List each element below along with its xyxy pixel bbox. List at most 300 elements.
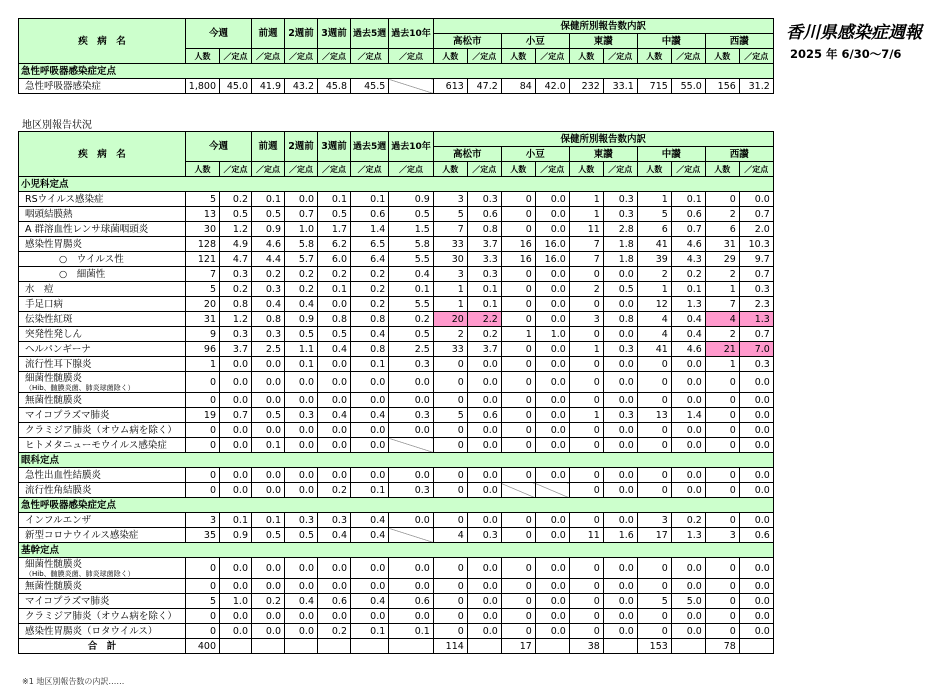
value-cell: 0.3 [389, 408, 434, 423]
value-cell: 0.8 [220, 297, 252, 312]
value-cell: 0.7 [739, 207, 773, 222]
table-row [19, 594, 774, 609]
value-cell: 5.8 [389, 237, 434, 252]
value-cell: 0.6 [671, 207, 705, 222]
total-cell: 153 [637, 639, 671, 654]
area-report-label: 地区別報告状況 [22, 120, 92, 131]
value-cell: 0.0 [671, 468, 705, 483]
value-cell: 0.1 [220, 513, 252, 528]
value-cell: 0.0 [285, 192, 318, 207]
value-cell: 0 [705, 408, 739, 423]
value-cell: 0 [501, 423, 535, 438]
value-cell: 33 [433, 237, 467, 252]
value-cell: 0 [501, 282, 535, 297]
value-cell: 0 [186, 579, 220, 594]
value-cell: 1.3 [671, 297, 705, 312]
value-cell: 7 [569, 237, 603, 252]
value-cell: 0 [569, 558, 603, 579]
disease-name-text: 伝染性紅斑 [25, 313, 73, 325]
disease-name-text: 突発性発しん [25, 328, 83, 340]
value-cell: 0.2 [467, 327, 501, 342]
col-past5: 過去5週 [351, 132, 389, 162]
unit-count: 人数 [501, 49, 535, 64]
value-cell: 0.0 [535, 192, 569, 207]
value-cell: 29 [705, 252, 739, 267]
value-cell: 1 [569, 207, 603, 222]
value-cell: 1.3 [671, 528, 705, 543]
value-cell: 0.4 [285, 297, 318, 312]
value-cell: 0.0 [252, 357, 285, 372]
value-cell: 1.5 [389, 222, 434, 237]
value-cell: 0 [637, 438, 671, 453]
value-cell: 0.0 [467, 357, 501, 372]
value-cell: 0.1 [671, 192, 705, 207]
value-cell: 0 [637, 423, 671, 438]
value-cell: 1 [501, 327, 535, 342]
value-cell: 0 [186, 468, 220, 483]
value-cell: 19 [186, 408, 220, 423]
value-cell: 4.3 [671, 252, 705, 267]
value-cell: 0 [637, 357, 671, 372]
value-cell: 16.0 [535, 237, 569, 252]
value-cell: 41.9 [252, 79, 285, 94]
disease-name [19, 79, 186, 94]
value-cell: 0.0 [285, 393, 318, 408]
value-cell: 0 [433, 357, 467, 372]
disease-name-text: クラミジア肺炎（オウム病を除く） [25, 610, 177, 622]
unit-per: ／定点 [603, 49, 637, 64]
value-cell: 0 [433, 513, 467, 528]
value-cell: 1 [569, 408, 603, 423]
value-cell: 0.5 [603, 282, 637, 297]
value-cell: 0.0 [252, 393, 285, 408]
value-cell: 0.0 [603, 327, 637, 342]
value-cell: 0.0 [739, 393, 773, 408]
unit-count: 人数 [569, 162, 603, 177]
value-cell: 0.0 [535, 282, 569, 297]
value-cell: 0.1 [389, 624, 434, 639]
value-cell: 0.2 [351, 282, 389, 297]
value-cell: 0 [501, 222, 535, 237]
value-cell: 0.3 [389, 357, 434, 372]
total-cell [603, 639, 637, 654]
table-row [19, 372, 774, 393]
value-cell: 0.0 [603, 393, 637, 408]
value-cell: 0 [186, 558, 220, 579]
value-cell: 1.2 [220, 312, 252, 327]
unit-count: 人数 [637, 162, 671, 177]
unit-count: 人数 [637, 49, 671, 64]
value-cell: 6 [705, 222, 739, 237]
value-cell: 0.0 [389, 513, 434, 528]
value-cell: 0 [501, 372, 535, 393]
unit-per: ／定点 [252, 162, 285, 177]
value-cell: 96 [186, 342, 220, 357]
table-row [19, 624, 774, 639]
disease-name-note: （Hib、髄膜炎菌、肺炎球菌除く） [25, 384, 135, 392]
value-cell: 0.3 [603, 408, 637, 423]
table-row [19, 408, 774, 423]
disease-name [19, 267, 186, 282]
value-cell: 0.2 [285, 267, 318, 282]
table-row [19, 357, 774, 372]
section-row [19, 498, 774, 513]
value-cell: 0.1 [671, 282, 705, 297]
value-cell: 0 [433, 579, 467, 594]
value-cell: 0 [705, 483, 739, 498]
value-cell: 0 [705, 558, 739, 579]
unit-count: 人数 [186, 162, 220, 177]
value-cell: 7 [569, 252, 603, 267]
disease-name-text: インフルエンザ [25, 514, 92, 526]
value-cell: 0.5 [318, 327, 351, 342]
value-cell [535, 483, 569, 498]
value-cell: 0 [705, 468, 739, 483]
value-cell: 2 [433, 327, 467, 342]
table-row [19, 192, 774, 207]
value-cell: 0.0 [351, 438, 389, 453]
value-cell: 11 [569, 222, 603, 237]
office-header: 小豆 [501, 34, 569, 49]
value-cell: 1,800 [186, 79, 220, 94]
value-cell: 0.0 [671, 438, 705, 453]
value-cell: 0 [433, 468, 467, 483]
value-cell: 0.0 [535, 357, 569, 372]
value-cell: 4.7 [220, 252, 252, 267]
disease-name [19, 579, 186, 594]
value-cell: 0.0 [535, 579, 569, 594]
value-cell: 0 [501, 468, 535, 483]
value-cell: 1.3 [739, 312, 773, 327]
disease-name-text: 流行性角結膜炎 [25, 484, 92, 496]
value-cell: 0.4 [351, 327, 389, 342]
total-cell [318, 639, 351, 654]
value-cell: 30 [433, 252, 467, 267]
value-cell: 0 [501, 408, 535, 423]
value-cell: 0.0 [351, 393, 389, 408]
value-cell: 0 [433, 483, 467, 498]
value-cell: 0.0 [467, 579, 501, 594]
value-cell: 0.0 [351, 372, 389, 393]
value-cell: 0.9 [220, 528, 252, 543]
value-cell: 0.0 [603, 594, 637, 609]
value-cell: 0.0 [220, 558, 252, 579]
value-cell [389, 528, 434, 543]
disease-name-text: 無菌性髄膜炎 [25, 580, 83, 592]
value-cell: 0 [569, 393, 603, 408]
value-cell [389, 438, 434, 453]
value-cell: 0 [705, 192, 739, 207]
disease-name [19, 408, 186, 423]
value-cell: 0.7 [285, 207, 318, 222]
table-row [19, 79, 774, 94]
value-cell: 0.4 [351, 513, 389, 528]
col-three-weeks: 3週前 [318, 19, 351, 49]
value-cell: 0.0 [351, 609, 389, 624]
table-row [19, 207, 774, 222]
col-breakdown: 保健所別報告数内訳 [433, 132, 773, 147]
col-past10: 過去10年 [389, 132, 434, 162]
value-cell: 0.8 [603, 312, 637, 327]
disease-name-text: ○ ウイルス性 [59, 253, 124, 265]
value-cell: 0.8 [252, 312, 285, 327]
unit-count: 人数 [186, 49, 220, 64]
office-header: 小豆 [501, 147, 569, 162]
value-cell: 0.5 [318, 207, 351, 222]
value-cell: 0.0 [220, 357, 252, 372]
value-cell: 0.4 [285, 594, 318, 609]
value-cell: 0.4 [318, 342, 351, 357]
value-cell: 0.0 [671, 357, 705, 372]
disease-name [19, 282, 186, 297]
value-cell: 12 [637, 297, 671, 312]
total-cell [220, 639, 252, 654]
total-cell: 38 [569, 639, 603, 654]
value-cell: 0.0 [467, 372, 501, 393]
section-title: 急性呼吸器感染症定点 [19, 498, 774, 513]
value-cell: 33.1 [603, 79, 637, 94]
value-cell: 0.0 [318, 579, 351, 594]
value-cell: 0.0 [389, 579, 434, 594]
value-cell: 4.9 [220, 237, 252, 252]
value-cell: 0.6 [739, 528, 773, 543]
value-cell: 0.4 [252, 297, 285, 312]
value-cell: 0.0 [603, 267, 637, 282]
value-cell: 0.0 [467, 558, 501, 579]
value-cell: 0.1 [351, 357, 389, 372]
value-cell: 0.1 [467, 282, 501, 297]
value-cell: 0.3 [467, 267, 501, 282]
section-title: 眼科定点 [19, 453, 774, 468]
value-cell: 0.4 [318, 408, 351, 423]
value-cell: 0 [186, 624, 220, 639]
value-cell: 0.6 [389, 594, 434, 609]
unit-count: 人数 [501, 162, 535, 177]
value-cell: 17 [637, 528, 671, 543]
value-cell: 0.5 [252, 528, 285, 543]
total-row [19, 639, 774, 654]
table-row [19, 327, 774, 342]
value-cell: 0 [501, 267, 535, 282]
value-cell: 0.0 [535, 393, 569, 408]
value-cell: 0.2 [389, 312, 434, 327]
col-this-week: 今週 [186, 19, 252, 49]
value-cell: 2.2 [467, 312, 501, 327]
value-cell: 0.0 [739, 594, 773, 609]
value-cell: 0.0 [739, 438, 773, 453]
value-cell: 0 [637, 468, 671, 483]
value-cell: 0.0 [318, 468, 351, 483]
value-cell: 5.5 [389, 252, 434, 267]
value-cell: 0.7 [671, 222, 705, 237]
value-cell: 7 [186, 267, 220, 282]
value-cell: 0.0 [252, 483, 285, 498]
value-cell: 0.0 [389, 372, 434, 393]
value-cell: 30 [186, 222, 220, 237]
value-cell: 0 [637, 609, 671, 624]
value-cell: 0.0 [535, 297, 569, 312]
disease-name-text: ヒトメタニューモウイルス感染症 [25, 439, 167, 451]
value-cell: 0.1 [252, 438, 285, 453]
value-cell: 0.0 [671, 423, 705, 438]
value-cell: 0.7 [739, 327, 773, 342]
value-cell: 0 [569, 579, 603, 594]
value-cell: 0 [186, 423, 220, 438]
value-cell: 0.0 [671, 372, 705, 393]
value-cell: 0.0 [603, 297, 637, 312]
header-row [19, 132, 774, 147]
value-cell: 0.4 [389, 267, 434, 282]
disease-name [19, 372, 186, 393]
value-cell: 1 [433, 282, 467, 297]
office-header: 中讃 [637, 34, 705, 49]
value-cell: 41 [637, 237, 671, 252]
value-cell: 0 [433, 438, 467, 453]
value-cell: 0 [569, 468, 603, 483]
disease-name [19, 528, 186, 543]
value-cell: 5 [186, 282, 220, 297]
total-cell: 400 [186, 639, 220, 654]
disease-name [19, 423, 186, 438]
value-cell: 0.0 [220, 624, 252, 639]
value-cell: 33 [433, 342, 467, 357]
value-cell: 0.3 [252, 327, 285, 342]
value-cell: 0.9 [285, 312, 318, 327]
value-cell: 0.0 [603, 624, 637, 639]
value-cell: 0 [501, 528, 535, 543]
value-cell: 3.7 [220, 342, 252, 357]
value-cell: 0.2 [252, 594, 285, 609]
table-row [19, 528, 774, 543]
value-cell: 0.0 [467, 624, 501, 639]
table-row [19, 483, 774, 498]
value-cell: 1.8 [603, 237, 637, 252]
unit-per: ／定点 [671, 49, 705, 64]
value-cell: 3 [186, 513, 220, 528]
value-cell: 1 [433, 297, 467, 312]
value-cell: 0.0 [739, 408, 773, 423]
value-cell: 0.5 [285, 528, 318, 543]
value-cell: 0.0 [739, 372, 773, 393]
value-cell: 0.0 [351, 468, 389, 483]
value-cell: 0 [569, 438, 603, 453]
value-cell: 0.0 [739, 192, 773, 207]
value-cell: 0.0 [252, 579, 285, 594]
value-cell: 0.0 [535, 594, 569, 609]
value-cell: 0.3 [285, 513, 318, 528]
value-cell: 0.3 [739, 357, 773, 372]
value-cell: 1 [705, 282, 739, 297]
value-cell: 0.0 [467, 483, 501, 498]
col-past5: 過去5週 [351, 19, 389, 49]
value-cell: 0.0 [252, 624, 285, 639]
value-cell: 0 [637, 372, 671, 393]
value-cell: 0.2 [351, 267, 389, 282]
disease-name-text: ○ 細菌性 [59, 268, 106, 280]
value-cell: 0.0 [535, 372, 569, 393]
table-row [19, 468, 774, 483]
value-cell: 0.9 [252, 222, 285, 237]
value-cell: 1 [569, 342, 603, 357]
value-cell: 0.3 [285, 408, 318, 423]
value-cell: 0.2 [671, 267, 705, 282]
value-cell: 0.0 [671, 558, 705, 579]
table-row [19, 297, 774, 312]
value-cell: 0.4 [351, 594, 389, 609]
value-cell: 0.0 [467, 609, 501, 624]
value-cell: 5.5 [389, 297, 434, 312]
value-cell: 0.0 [252, 609, 285, 624]
value-cell: 128 [186, 237, 220, 252]
value-cell: 0.0 [535, 528, 569, 543]
value-cell: 43.2 [285, 79, 318, 94]
value-cell: 1.0 [220, 594, 252, 609]
disease-name [19, 483, 186, 498]
value-cell: 0.1 [351, 192, 389, 207]
value-cell: 10.3 [739, 237, 773, 252]
value-cell: 0 [569, 513, 603, 528]
section-row [19, 543, 774, 558]
disease-name-text: 細菌性髄膜炎 [25, 373, 83, 384]
disease-name-text: 感染性胃腸炎（ロタウイルス） [25, 625, 158, 637]
value-cell: 232 [569, 79, 603, 94]
value-cell: 1 [637, 192, 671, 207]
value-cell: 0.0 [739, 609, 773, 624]
table-row [19, 609, 774, 624]
value-cell: 5 [637, 594, 671, 609]
total-cell: 78 [705, 639, 739, 654]
value-cell: 0 [433, 624, 467, 639]
value-cell: 4 [433, 528, 467, 543]
disease-name-text: 感染性胃腸炎 [25, 238, 83, 250]
value-cell: 0.0 [535, 312, 569, 327]
value-cell: 0.0 [318, 558, 351, 579]
disease-name [19, 252, 186, 267]
col-disease: 疾 病 名 [19, 19, 186, 64]
value-cell: 6 [637, 222, 671, 237]
value-cell: 0.4 [318, 528, 351, 543]
unit-count: 人数 [705, 162, 739, 177]
col-three-weeks: 3週前 [318, 132, 351, 162]
value-cell: 0 [569, 483, 603, 498]
office-header: 高松市 [433, 34, 501, 49]
report-period: 2025 年 6/30〜7/6 [790, 47, 902, 61]
value-cell: 0.0 [535, 558, 569, 579]
office-header: 西讃 [705, 34, 773, 49]
col-two-weeks: 2週前 [285, 132, 318, 162]
value-cell: 0 [433, 594, 467, 609]
value-cell: 0 [637, 393, 671, 408]
value-cell: 0.3 [603, 342, 637, 357]
disease-name-text: RSウイルス感染症 [25, 193, 104, 205]
header-row [19, 19, 774, 34]
value-cell: 0 [186, 609, 220, 624]
value-cell: 0.5 [389, 327, 434, 342]
unit-per: ／定点 [285, 49, 318, 64]
value-cell: 0 [637, 558, 671, 579]
unit-per: ／定点 [535, 162, 569, 177]
value-cell: 0.0 [603, 423, 637, 438]
value-cell: 5.7 [285, 252, 318, 267]
office-header: 中讃 [637, 147, 705, 162]
value-cell: 0.3 [467, 192, 501, 207]
value-cell: 42.0 [535, 79, 569, 94]
disease-name [19, 342, 186, 357]
table-row [19, 222, 774, 237]
value-cell: 0.0 [739, 558, 773, 579]
disease-name [19, 297, 186, 312]
value-cell: 0 [501, 594, 535, 609]
